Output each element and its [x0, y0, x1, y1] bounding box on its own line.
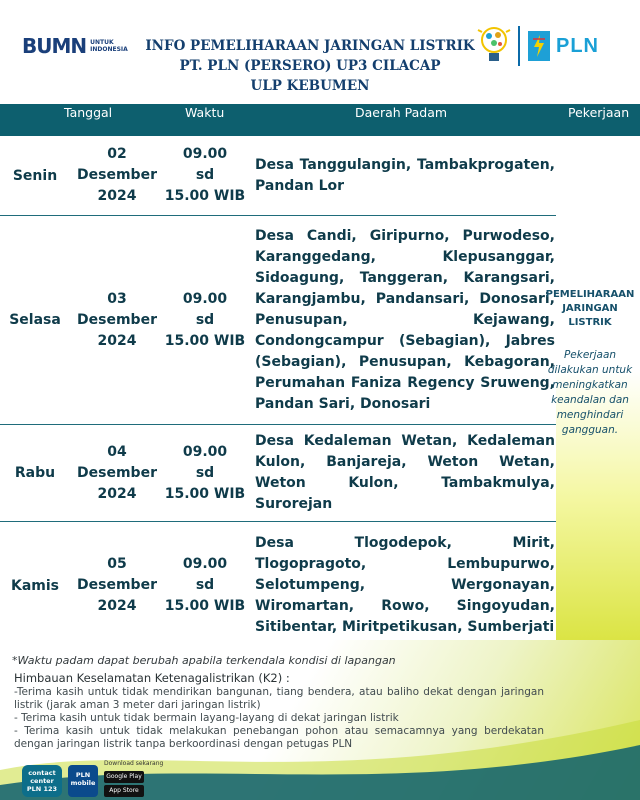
- table-row: [0, 425, 556, 522]
- date-month: Desember: [77, 577, 157, 593]
- pekerjaan-description: Pekerjaan dilakukan untuk meningkatkan keandalan dan menghindari gangguan.: [547, 349, 633, 436]
- bumn-sub-2: INDONESIA: [90, 46, 128, 53]
- col-daerah-padam: Daerah Padam: [355, 105, 448, 120]
- pln-logo-text: PLN: [556, 34, 599, 57]
- date-year: 2024: [97, 485, 137, 502]
- time-start: 09.00: [182, 146, 228, 162]
- app-store-badge[interactable]: App Store: [104, 785, 144, 797]
- row-time: [164, 289, 246, 352]
- title-line-2: PT. PLN (PERSERO) UP3 CILACAP: [179, 58, 441, 74]
- date-year: 2024: [97, 188, 137, 204]
- logo-separator: [518, 26, 520, 66]
- col-tanggal: Tanggal: [64, 105, 113, 120]
- row-date: [70, 289, 164, 352]
- table-row: [0, 522, 556, 649]
- row-day: Kamis: [10, 577, 59, 594]
- title-line-3: ULP KEBUMEN: [250, 78, 370, 94]
- date-month: Desember: [77, 311, 157, 328]
- date-year: 2024: [97, 332, 137, 349]
- download-label: Download sekarang: [104, 760, 164, 767]
- title-line-1: INFO PEMELIHARAAN JARINGAN LISTRIK: [145, 38, 475, 54]
- col-waktu: Waktu: [185, 105, 225, 120]
- bumn-logo: [22, 34, 128, 58]
- row-date: [70, 144, 164, 207]
- time-start: 09.00: [182, 443, 228, 460]
- himbauan-title: Himbauan Keselamatan Ketenagalistrikan (K2) :: [14, 671, 290, 685]
- pln-mobile-badge[interactable]: PLN mobile: [68, 765, 98, 797]
- row-area: Desa Tlogodepok, Mirit, Tlogopragoto, Lembupurwo, Selotumpeng, Wergonayan, Wiromartan, Rowo, Singoyudan, Sitibentar, Miritpetikusan, Sumberjati: [255, 535, 555, 635]
- time-start: 09.00: [182, 290, 228, 307]
- row-area: Desa Candi, Giripurno, Purwodeso, Karanggedang, Klepusanggar, Sidoagung, Tanggeran, Karangsari, Karangjambu, Pandansari, Donosari, Penusupan, Kejawang, Condongcampur (Sebagian), Jabres (Sebagian), Penusupan, Kebagoran, Perumahan Faniza Regency Sruweng, Pandan Sari, Donosari: [255, 227, 555, 412]
- store-badges: [104, 760, 163, 797]
- time-sd: sd: [195, 167, 215, 183]
- date-day: 03: [107, 290, 127, 307]
- table-row: [0, 216, 556, 425]
- pln-logo: [476, 24, 599, 68]
- date-month: Desember: [77, 167, 157, 183]
- himbauan-item: - Terima kasih untuk tidak melakukan penebangan pohon atau semacamnya yang berdekatan dengan jaringan listrik tanpa berkoordinasi dengan petugas PLN: [14, 725, 544, 750]
- himbauan-list: [14, 686, 544, 751]
- table-row: [0, 136, 556, 216]
- google-play-badge[interactable]: Google Play: [104, 771, 144, 783]
- row-date: [70, 554, 164, 617]
- table-header: [0, 104, 640, 136]
- time-sd: sd: [195, 577, 215, 593]
- himbauan-item: - Terima kasih untuk tidak bermain layang-layang di dekat jaringan listrik: [14, 712, 399, 724]
- row-area: Desa Kedaleman Wetan, Kedaleman Kulon, Banjareja, Weton Wetan, Weton Kulon, Tambakmulya, Surorejan: [255, 433, 555, 512]
- page-title: [130, 36, 490, 96]
- contact-center-badge[interactable]: contact center PLN 123: [22, 765, 62, 797]
- row-time: [164, 144, 246, 207]
- date-day: 05: [107, 556, 127, 572]
- pln-bolt-icon: [528, 31, 550, 61]
- date-day: 04: [107, 443, 127, 460]
- row-time: [164, 554, 246, 617]
- bumn-logo-text: BUMN: [22, 34, 87, 58]
- app-badges: [22, 760, 163, 797]
- time-end: 15.00 WIB: [164, 485, 246, 502]
- time-end: 15.00 WIB: [164, 332, 246, 349]
- row-day: Senin: [12, 167, 58, 184]
- schedule-table: [0, 136, 556, 649]
- row-day: Rabu: [14, 465, 56, 481]
- date-day: 02: [107, 146, 127, 162]
- time-end: 15.00 WIB: [164, 598, 246, 614]
- pekerjaan-cell: [540, 288, 640, 438]
- header: [0, 0, 640, 104]
- date-month: Desember: [77, 464, 157, 481]
- time-sd: sd: [195, 311, 215, 328]
- row-day: Selasa: [9, 312, 61, 328]
- row-area: Desa Tanggulangin, Tambakprogaten, Pandan Lor: [255, 156, 555, 194]
- lightbulb-icon: [476, 24, 512, 68]
- himbauan-item: -Terima kasih untuk tidak mendirikan bangunan, tiang bendera, atau baliho dekat dengan jaringan listrik (jarak aman 3 meter dari jaringan listrik): [14, 686, 544, 711]
- pekerjaan-title: PEMELIHARAAN JARINGAN LISTRIK: [545, 289, 635, 328]
- col-pekerjaan: Pekerjaan: [568, 105, 630, 120]
- time-start: 09.00: [182, 556, 228, 572]
- footnote: *Waktu padam dapat berubah apabila terkendala kondisi di lapangan: [12, 654, 396, 667]
- bumn-logo-subtext: [90, 39, 128, 53]
- time-sd: sd: [195, 464, 215, 481]
- row-time: [164, 442, 246, 505]
- time-end: 15.00 WIB: [164, 188, 246, 204]
- row-date: [70, 442, 164, 505]
- date-year: 2024: [97, 598, 137, 614]
- bumn-sub-1: UNTUK: [90, 39, 114, 46]
